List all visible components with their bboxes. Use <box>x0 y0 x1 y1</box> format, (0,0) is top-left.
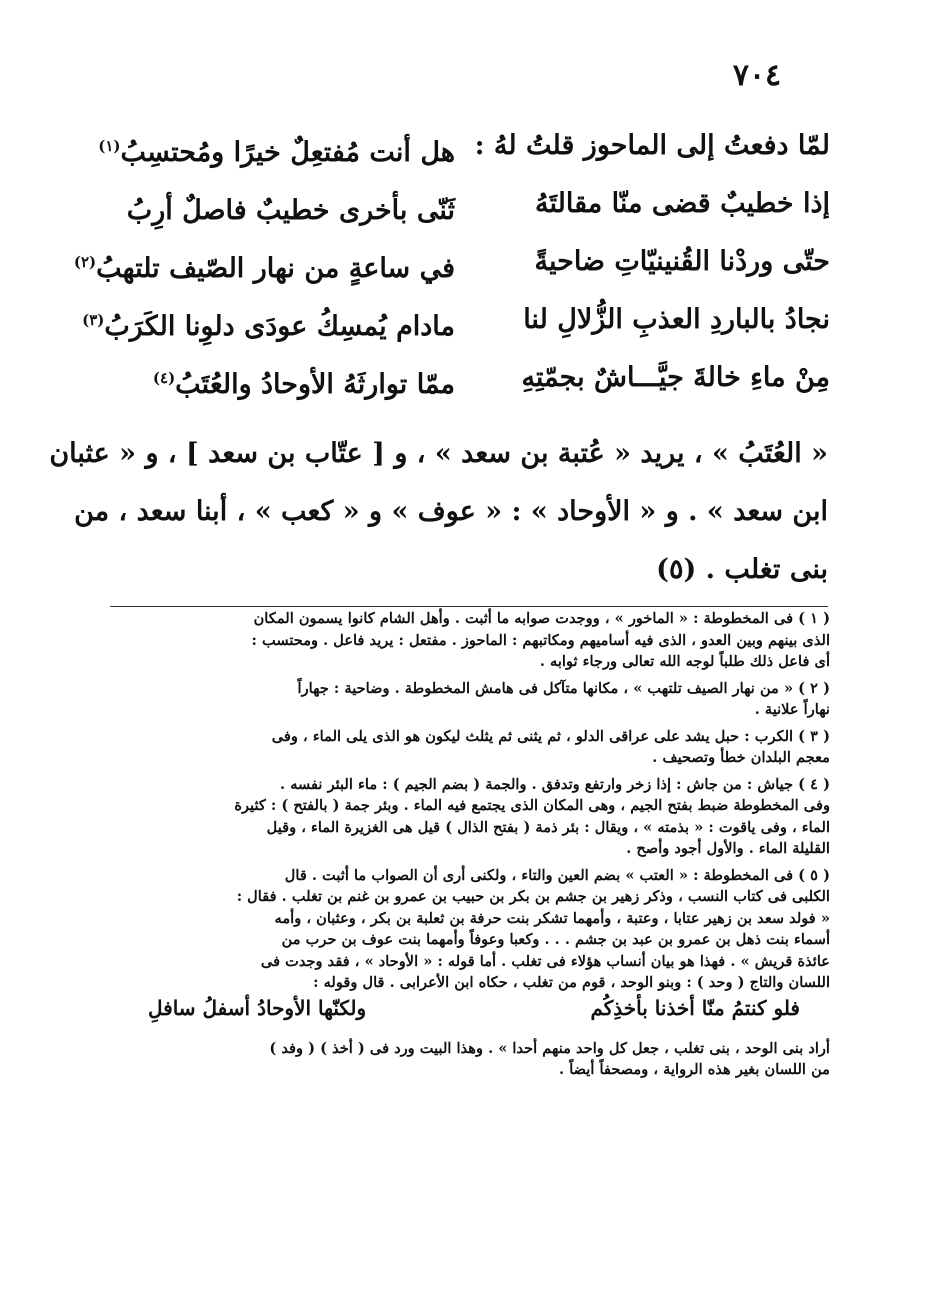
verse-second-text: هل أنت مُفتعِلٌ خيرًا ومُحتسِبُ <box>120 137 455 168</box>
quoted-verse-second: ولكنّها الأوحادُ أسفلُ سافلِ <box>148 995 367 1020</box>
verse-second-hemistich <box>98 118 455 174</box>
footnote-marker: (٢) <box>73 253 97 271</box>
footnote-line: ( ٥ ) فى المخطوطة : « العتب » بضم العين والتاء ، ولكنى أرى أن الصواب ما أثبت . قال <box>284 866 830 884</box>
poem-verse <box>73 234 830 292</box>
footnote-3 <box>108 726 830 769</box>
verse-first-hemistich: حتّى وردْنا القُنينيّاتِ ضاحيةً <box>534 246 830 277</box>
poem-verse <box>98 118 830 176</box>
footnote-1 <box>108 608 830 673</box>
verse-second-hemistich <box>73 234 455 290</box>
footnote-divider <box>110 606 828 607</box>
footnote-line: الكلبى فى كتاب النسب ، وذكر زهير بن جشم بن بكر بن حبيب بن عمرو بن غنم بن تغلب . فقال : <box>236 888 830 905</box>
commentary-line: « العُتَبُ » ، يريد « عُتبة بن سعد » ، و [ عتّاب بن سعد ] ، و « عثبان <box>49 438 828 469</box>
footnote-line: القليلة الماء . والأول أجود وأصح . <box>626 840 830 857</box>
verse-first-hemistich: إذا خطيبٌ قضى منّا مقالتَهُ <box>535 188 830 219</box>
footnote-line: معجم البلدان خطأ وتصحيف . <box>652 749 830 766</box>
footnotes <box>108 608 830 1228</box>
verse-second-hemistich <box>82 292 455 348</box>
footnote-line: وفى المخطوطة ضبط بفتح الجيم ، وهى المكان الذى يجتمع فيه الماء . وبئر جمة ( بالفتح ) : كثيرة <box>234 797 830 814</box>
footnote-line: نهاراً علانية . <box>754 701 830 718</box>
verse-second-text: مادام يُمسِكُ عودَى دلوِنا الكَرَبُ <box>104 311 455 342</box>
footnote-line: أراد بنى الوحد ، بنى تغلب ، جعل كل واحد منهم أحدا » . وهذا البيت ورد فى ( أخذ ) ( وفد ) <box>269 1039 830 1057</box>
poem <box>73 118 830 408</box>
quoted-verse <box>108 996 830 1036</box>
footnote-2 <box>108 678 830 721</box>
verse-first-hemistich: مِنْ ماءِ خالةَ جيَّـــاشٌ بجمّتِهِ <box>521 362 830 393</box>
footnote-line: أسماء بنت ذهل بن عمرو بن عبد بن جشم . . . وكعبا وعوفاً وأمهما بنت عوف بن حرب من <box>281 931 830 948</box>
verse-second-text: ثَنّى بأخرى خطيبٌ فاصلٌ أرِبُ <box>126 195 455 226</box>
poem-verse <box>110 350 830 408</box>
footnote-line: ( ٢ ) « من نهار الصيف تلتهب » ، مكانها متآكل فى هامش المخطوطة . وضاحية : جهاراً <box>297 679 830 697</box>
footnote-line: ( ٣ ) الكرب : حبل يشد على عراقى الدلو ، ثم يثنى ثم يثلث ليكون هو الذى يلى الماء ، وفى <box>271 727 830 745</box>
verse-first-hemistich: لمّا دفعتُ إلى الماحوز قلتُ لهُ : <box>474 130 830 161</box>
commentary-line: بنى تغلب . (٥) <box>656 554 828 585</box>
footnote-marker: (٤) <box>152 369 176 387</box>
footnote-line: أى فاعل ذلك طلباً لوجه الله تعالى ورجاء ثوابه . <box>539 653 830 670</box>
poem-verse <box>82 292 830 350</box>
commentary-paragraph <box>49 425 828 600</box>
verse-second-text: ممّا توارثَهُ الأوحادُ والعُتَبُ <box>175 369 455 400</box>
footnote-marker: (٣) <box>82 311 105 329</box>
footnote-line: من اللسان بغير هذه الرواية ، ومصحفاً أيضاً . <box>559 1061 830 1078</box>
poem-verse <box>110 176 830 234</box>
footnote-5 <box>108 865 830 1081</box>
footnote-line: الماء ، وفى ياقوت : « بذمته » ، ويقال : بئر ذمة ( بفتح الذال ) قيل هى الغزيرة الماء ، وقيل <box>266 818 830 836</box>
footnote-marker: (١) <box>98 137 121 155</box>
verse-first-hemistich: نجادُ بالباردِ العذبِ الزُّلالِ لنا <box>523 304 830 335</box>
footnote-line: ( ٤ ) جياش : من جاش : إذا زخر وارتفع وتدفق . والجمة ( بضم الجيم ) : ماء البئر نفسه . <box>280 775 830 793</box>
footnote-line: ( ١ ) فى المخطوطة : « الماخور » ، ووجدت صوابه ما أثبت . وأهل الشام كانوا يسمون المكان <box>253 610 830 627</box>
footnote-line: الذى بينهم وبين العدو ، الذى فيه أساميهم ومكاتبهم : الماحوز . مفتعل : يريد فاعل . ومحتسب : <box>251 631 830 649</box>
page-number: ٧٠٤ <box>732 58 782 93</box>
footnote-line: « فولد سعد بن زهير عتابا ، وعتبة ، وأمهما تشكر بنت حرفة بن ثعلبة بن بكر ، وعثبان ، وأمه <box>274 909 830 927</box>
footnote-line: اللسان والتاج ( وحد ) : وبنو الوحد ، قوم من تغلب ، حكاه ابن الأعرابى . قال وقوله : <box>313 974 830 991</box>
footnote-line: عائذة قريش » . فهذا هو بيان أنساب هؤلاء فى تغلب . أما قوله : « الأوحاد » ، فقد وجدت فى <box>260 952 830 970</box>
quoted-verse-first: فلو كنتمُ منّا أخذنا بأخذِكُم <box>590 995 800 1020</box>
verse-second-hemistich <box>110 176 455 232</box>
commentary-line: ابن سعد » . و « الأوحاد » : « عوف » و « كعب » ، أبنا سعد ، من <box>74 496 828 527</box>
verse-second-text: في ساعةٍ من نهار الصّيف تلتهبُ <box>96 253 455 284</box>
footnote-4 <box>108 774 830 860</box>
verse-second-hemistich <box>110 350 455 406</box>
